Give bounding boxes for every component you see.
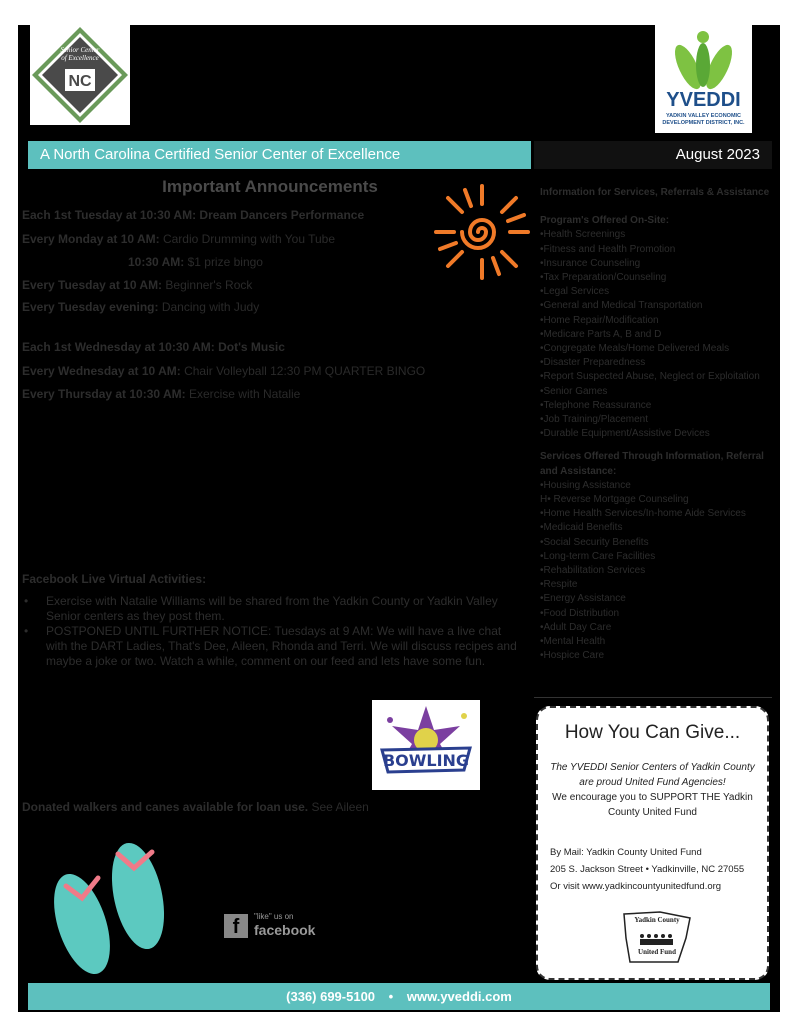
senior-center-logo <box>30 25 130 125</box>
give-intro: The YVEDDI Senior Centers of Yadkin County are proud United Fund Agencies! We encourage you to SUPPORT THE Yadkin County United Fund <box>550 762 755 818</box>
flip-flops-graphic <box>42 836 172 976</box>
list-item: • Disaster Preparedness <box>540 356 772 370</box>
facebook-badge[interactable] <box>224 912 334 942</box>
footer-phone: (336) 699-5100 <box>286 989 376 1004</box>
list-item: • Home Health Services/In-home Aide Services <box>540 507 772 521</box>
svg-text:Senior Center: Senior Center <box>60 46 100 54</box>
facebook-activities-list <box>22 594 522 669</box>
list-item: • General and Medical Transportation <box>540 299 772 313</box>
list-item: • Medicaid Benefits <box>540 521 772 535</box>
announcement-line: Every Thursday at 10:30 AM: Exercise with Natalie <box>22 387 301 401</box>
list-item: • Medicare Parts A, B and D <box>540 328 772 342</box>
facebook-badge-caption: "like" us on <box>254 912 294 921</box>
list-item: • Insurance Counseling <box>540 257 772 271</box>
list-item: • Health Screenings <box>540 228 772 242</box>
how-you-can-give-box <box>536 706 769 980</box>
yveddi-logo <box>655 25 752 133</box>
announcement-line: Every Monday at 10 AM: Cardio Drumming with You Tube <box>22 232 336 246</box>
services-sidebar <box>540 186 772 664</box>
facebook-badge-word: facebook <box>254 922 316 938</box>
list-item: • Senior Games <box>540 385 772 399</box>
announcement-line: 10:30 AM: $1 prize bingo <box>128 255 263 269</box>
list-item: • Report Suspected Abuse, Neglect or Exploitation <box>540 370 772 384</box>
announcement-line: Every Wednesday at 10 AM: Chair Volleyball 12:30 PM QUARTER BINGO <box>22 364 426 378</box>
list-item: • Fitness and Health Promotion <box>540 243 772 257</box>
list-item: • POSTPONED UNTIL FURTHER NOTICE: Tuesdays at 9 AM: We will have a live chat with the DART Ladies, That's Dee, Aileen, Rhonda and Terri. We will discuss recipes and maybe a joke or two. Watch a while, comment on our feed and lets have some fun. <box>22 624 522 669</box>
tagline-bar: A North Carolina Certified Senior Center of Excellence <box>28 141 531 169</box>
list-item: • Tax Preparation/Counseling <box>540 271 772 285</box>
announcement-line: Every Tuesday evening: Dancing with Judy <box>22 300 260 314</box>
list-item: • Adult Day Care <box>540 621 772 635</box>
list-item: • Telephone Reassurance <box>540 399 772 413</box>
list-item: • Mental Health <box>540 635 772 649</box>
announcement-line: Each 1st Tuesday at 10:30 AM: Dream Dancers Performance <box>22 208 365 222</box>
bowling-label: BOWLING <box>382 751 470 770</box>
list-item: • Social Security Benefits <box>540 536 772 550</box>
svg-text:NC: NC <box>68 73 92 90</box>
list-item: • Respite <box>540 578 772 592</box>
list-item: • Home Repair/Modification <box>540 314 772 328</box>
sidebar-heading-onsite: Program's Offered On-Site: <box>540 215 670 227</box>
facebook-icon: f <box>224 914 248 938</box>
list-item: • Long-term Care Facilities <box>540 550 772 564</box>
list-item: • Legal Services <box>540 285 772 299</box>
list-item: • Energy Assistance <box>540 592 772 606</box>
announcements-title: Important Announcements <box>162 177 378 196</box>
announcement-line: Every Tuesday at 10 AM: Beginner's Rock <box>22 278 253 292</box>
list-item: • Rehabilitation Services <box>540 564 772 578</box>
footer-separator: • <box>388 989 394 1004</box>
svg-text:of Excellence: of Excellence <box>61 54 99 62</box>
list-item: • Hospice Care <box>540 649 772 663</box>
list-item: • Congregate Meals/Home Delivered Meals <box>540 342 772 356</box>
give-details: By Mail: Yadkin County United Fund 205 S. Jackson Street • Yadkinville, NC 27055 Or visit www.yadkincountyunitedfund.org <box>550 847 745 892</box>
yveddi-logo-subtitle: YADKIN VALLEY ECONOMIC DEVELOPMENT DISTRICT, INC. <box>662 113 745 126</box>
sidebar-divider <box>534 697 772 698</box>
list-item: • Job Training/Placement <box>540 413 772 427</box>
list-item: • Durable Equipment/Assistive Devices <box>540 427 772 441</box>
announcement-line: Each 1st Wednesday at 10:30 AM: Dot's Music <box>22 340 285 354</box>
sidebar-heading-info: Information for Services, Referrals & Assistance <box>540 187 770 198</box>
footer-bar <box>28 983 770 1010</box>
bowling-graphic <box>372 700 480 790</box>
walkers-note: Donated walkers and canes available for loan use. See Aileen <box>22 800 369 814</box>
sun-spiral-icon <box>432 182 532 282</box>
give-title: How You Can Give... <box>564 722 741 743</box>
sidebar-heading-referral: Services Offered Through Information, Referral and Assistance: <box>540 451 764 477</box>
united-fund-logo: Yadkin County United Fund <box>620 908 694 966</box>
date-bar: August 2023 <box>534 141 772 169</box>
list-item: • Housing Assistance <box>540 479 772 493</box>
list-item: H• Reverse Mortgage Counseling <box>540 494 689 506</box>
list-item: • Exercise with Natalie Williams will be shared from the Yadkin County or Yadkin Valley Senior centers as they post them. <box>22 594 522 624</box>
yveddi-logo-name: YVEDDI <box>666 89 741 111</box>
list-item: • Food Distribution <box>540 607 772 621</box>
footer-website[interactable]: www.yveddi.com <box>406 989 512 1004</box>
facebook-activities-title: Facebook Live Virtual Activities: <box>22 572 207 586</box>
